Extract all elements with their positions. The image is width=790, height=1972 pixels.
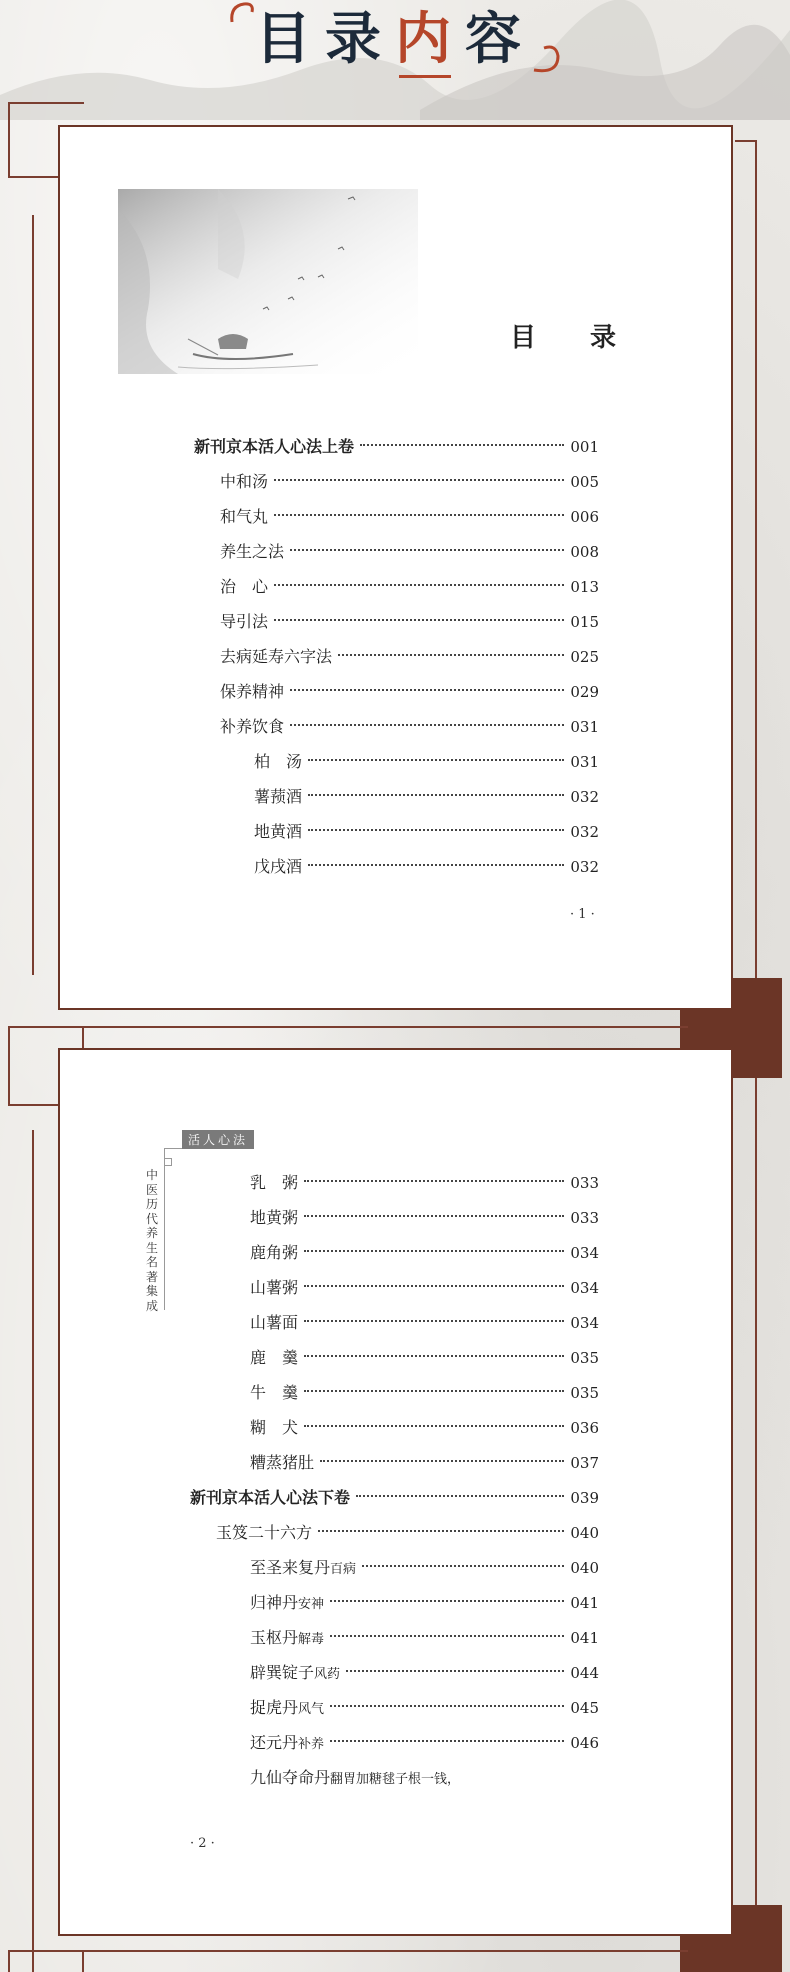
book-tab-label: 活人心法 [182, 1130, 254, 1149]
toc-entry-label: 山薯粥 [250, 1278, 299, 1297]
page-number: · 2 · [190, 1836, 215, 1851]
dot-leader [304, 1215, 564, 1217]
toc-entry-label: 柏 汤 [254, 752, 303, 771]
dot-leader [274, 479, 564, 481]
dot-leader [320, 1460, 564, 1462]
toc-entry[interactable] [250, 1730, 599, 1756]
dot-leader [290, 724, 564, 726]
toc-entry-label: 新刊京本活人心法下卷 [190, 1488, 351, 1507]
toc-entry-page: 040 [570, 1524, 599, 1542]
toc-entry[interactable] [220, 714, 599, 740]
toc-entry-label: 鹿 羹 [250, 1348, 299, 1367]
toc-entry[interactable] [220, 609, 599, 635]
dot-leader [308, 864, 564, 866]
frame-line [82, 1026, 84, 1048]
toc-entry-page: 045 [570, 1699, 599, 1717]
toc-entry-title: 捉虎丹 [250, 1698, 299, 1717]
toc-entry-page: 036 [570, 1419, 599, 1437]
toc-entry-note: 风气 [298, 1702, 325, 1717]
dot-leader [304, 1285, 564, 1287]
toc-entry[interactable] [254, 784, 599, 810]
frame-line [32, 215, 34, 975]
toc-entry-page: 039 [570, 1489, 599, 1507]
toc-entry[interactable] [250, 1695, 599, 1721]
dot-leader [308, 794, 564, 796]
dot-leader [308, 759, 564, 761]
toc-page-1 [58, 125, 733, 1010]
toc-entry[interactable] [254, 854, 599, 880]
toc-entry[interactable] [250, 1205, 599, 1231]
dot-leader [330, 1705, 564, 1707]
toc-entry-note: 翻胃加糖毬子根一钱， [330, 1772, 461, 1787]
toc-entry[interactable] [220, 574, 599, 600]
toc-entry[interactable] [220, 469, 599, 495]
dot-leader [274, 619, 564, 621]
toc-entry-label: 和气丸 [220, 507, 269, 526]
frame-line [8, 176, 58, 178]
toc-entry-page: 035 [570, 1349, 599, 1367]
toc-entry-note: 补养 [298, 1737, 325, 1752]
toc-entry[interactable] [250, 1590, 599, 1616]
toc-entry[interactable] [250, 1450, 599, 1476]
toc-entry[interactable] [250, 1555, 599, 1581]
toc-entry-page: 034 [570, 1314, 599, 1332]
toc-entry-label: 中和汤 [220, 472, 269, 491]
dot-leader [304, 1320, 564, 1322]
toc-entry[interactable] [250, 1170, 599, 1196]
toc-entry-page: 025 [570, 648, 599, 666]
toc-entry-page: 001 [570, 438, 599, 456]
toc-entry-label: 导引法 [220, 612, 269, 631]
frame-line [8, 1950, 688, 1952]
toc-entry[interactable] [250, 1765, 460, 1791]
toc-entry-label: 新刊京本活人心法上卷 [194, 437, 355, 456]
toc-entry[interactable] [220, 504, 599, 530]
dot-leader [304, 1355, 564, 1357]
toc-entry-label [250, 1625, 324, 1653]
toc-entry-label: 牛 羹 [250, 1383, 299, 1402]
frame-block [680, 1010, 740, 1050]
frame-line [8, 1026, 10, 1106]
toc-entry-page: 033 [570, 1174, 599, 1192]
series-title-vertical: 中医历代养生名著集成 [145, 1168, 158, 1313]
dot-leader [356, 1495, 564, 1497]
toc-heading: 目 录 [510, 323, 631, 353]
dot-leader [274, 514, 564, 516]
title-char-1: 目 [255, 7, 325, 72]
title-char-4: 容 [465, 7, 535, 72]
dot-leader [346, 1670, 564, 1672]
toc-entry-page: 041 [570, 1629, 599, 1647]
toc-entry-title: 玉枢丹 [250, 1628, 299, 1647]
toc-entry-label: 去病延寿六字法 [220, 647, 333, 666]
side-rule [164, 1148, 165, 1310]
toc-entry-page: 013 [570, 578, 599, 596]
toc-entry[interactable] [250, 1660, 599, 1686]
toc-entry-title: 归神丹 [250, 1593, 299, 1612]
toc-entry-page: 015 [570, 613, 599, 631]
dot-leader [338, 654, 564, 656]
toc-entry-label [250, 1695, 324, 1723]
toc-entry-title: 辟巽锭子 [250, 1663, 315, 1682]
dot-leader [330, 1635, 564, 1637]
toc-entry-page: 033 [570, 1209, 599, 1227]
dot-leader [304, 1390, 564, 1392]
toc-entry-page: 029 [570, 683, 599, 701]
dot-leader [274, 584, 564, 586]
toc-entry-title: 九仙夺命丹 [250, 1768, 331, 1787]
toc-entry-label [250, 1590, 324, 1618]
toc-entry-label: 地黄酒 [254, 822, 303, 841]
frame-line [735, 140, 757, 142]
toc-entry[interactable] [250, 1345, 599, 1371]
toc-entry[interactable] [250, 1415, 599, 1441]
toc-entry[interactable] [250, 1310, 599, 1336]
dot-leader [290, 689, 564, 691]
dot-leader [360, 444, 564, 446]
side-tick [164, 1148, 182, 1149]
toc-entry-title: 还元丹 [250, 1733, 299, 1752]
toc-entry-label [250, 1730, 324, 1758]
toc-entry-page: 046 [570, 1734, 599, 1752]
toc-entry-label: 山薯面 [250, 1313, 299, 1332]
toc-entry-page: 034 [570, 1244, 599, 1262]
toc-entry[interactable] [254, 749, 599, 775]
title-char-3: 内 [395, 7, 465, 72]
frame-block [680, 1936, 740, 1972]
toc-entry-label: 戊戌酒 [254, 857, 303, 876]
toc-entry[interactable] [250, 1240, 599, 1266]
toc-entry-label [250, 1555, 356, 1583]
swirl-ornament-left [228, 0, 258, 24]
frame-line [8, 1104, 58, 1106]
side-tick [164, 1158, 172, 1166]
toc-entry-note: 解毒 [298, 1632, 325, 1647]
page-number: · 1 · [570, 907, 595, 922]
ink-painting-boat [118, 189, 418, 374]
toc-entry-page: 032 [570, 823, 599, 841]
toc-entry-page: 040 [570, 1559, 599, 1577]
toc-entry-label: 养生之法 [220, 542, 285, 561]
toc-entry-label: 保养精神 [220, 682, 285, 701]
title-char-2: 录 [325, 7, 395, 72]
toc-entry[interactable] [190, 1485, 599, 1511]
toc-entry-label [250, 1765, 460, 1793]
toc-entry[interactable] [216, 1520, 599, 1546]
toc-entry-page: 032 [570, 788, 599, 806]
dot-leader [304, 1425, 564, 1427]
toc-entry[interactable] [250, 1275, 599, 1301]
dot-leader [330, 1740, 564, 1742]
toc-entry-page: 044 [570, 1664, 599, 1682]
header-title [0, 4, 790, 76]
toc-entry-page: 035 [570, 1384, 599, 1402]
toc-entry-note: 安神 [298, 1597, 325, 1612]
toc-entry-page: 005 [570, 473, 599, 491]
toc-entry-title: 至圣来复丹 [250, 1558, 331, 1577]
toc-entry-label: 乳 粥 [250, 1173, 299, 1192]
toc-entry-page: 031 [570, 718, 599, 736]
frame-line [8, 1950, 10, 1972]
toc-entry-page: 006 [570, 508, 599, 526]
toc-entry[interactable] [220, 679, 599, 705]
toc-entry-page: 008 [570, 543, 599, 561]
toc-entry-note: 风药 [314, 1667, 341, 1682]
dot-leader [318, 1530, 564, 1532]
toc-entry-label: 糊 犬 [250, 1418, 299, 1437]
swirl-ornament-right [528, 40, 562, 76]
dot-leader [362, 1565, 564, 1567]
toc-entry-label: 补养饮食 [220, 717, 285, 736]
toc-entry-label: 糟蒸猪肚 [250, 1453, 315, 1472]
toc-entry-note: 百病 [330, 1562, 357, 1577]
frame-line [8, 1026, 688, 1028]
dot-leader [330, 1600, 564, 1602]
toc-entry-label: 鹿角粥 [250, 1243, 299, 1262]
toc-entry[interactable] [194, 434, 599, 460]
toc-entry-label: 玉笈二十六方 [216, 1523, 313, 1542]
toc-entry-page: 032 [570, 858, 599, 876]
toc-entry-page: 034 [570, 1279, 599, 1297]
dot-leader [304, 1250, 564, 1252]
toc-entry-label: 薯蓣酒 [254, 787, 303, 806]
dot-leader [290, 549, 564, 551]
dot-leader [304, 1180, 564, 1182]
toc-entry-page: 041 [570, 1594, 599, 1612]
toc-entry[interactable] [220, 644, 599, 670]
toc-entry[interactable] [250, 1625, 599, 1651]
toc-entry[interactable] [220, 539, 599, 565]
dot-leader [308, 829, 564, 831]
toc-entry[interactable] [254, 819, 599, 845]
frame-line [32, 1130, 34, 1972]
toc-entry-label: 地黄粥 [250, 1208, 299, 1227]
toc-entry[interactable] [250, 1380, 599, 1406]
toc-page-2 [58, 1048, 733, 1936]
toc-entry-page: 037 [570, 1454, 599, 1472]
toc-entry-label [250, 1660, 340, 1688]
frame-line [82, 1950, 84, 1972]
toc-entry-label: 治 心 [220, 577, 269, 596]
toc-entry-page: 031 [570, 753, 599, 771]
